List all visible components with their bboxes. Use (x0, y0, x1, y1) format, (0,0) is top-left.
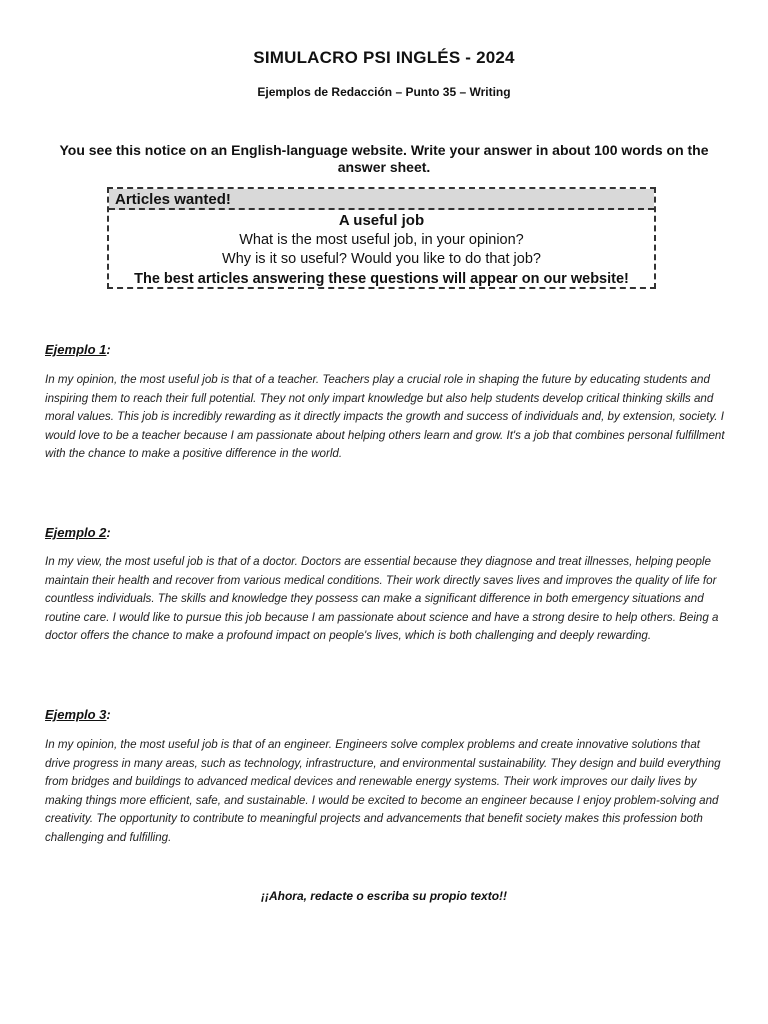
closing-prompt: ¡¡Ahora, redacte o escriba su propio texto!! (260, 889, 508, 903)
notice-question-1: What is the most useful job, in your opinion? (239, 231, 524, 248)
example-3-label: Ejemplo 3 (45, 707, 107, 722)
task-instruction: You see this notice on an English-language website. Write your answer in about 100 words on the answer sheet. (59, 142, 709, 175)
notice-question-2: Why is it so useful? Would you like to do that job? (222, 251, 541, 267)
notice-header: Articles wanted! (109, 189, 654, 210)
example-1-text: In my opinion, the most useful job is that of a teacher. Teachers play a crucial role in shaping the future by educating students and inspiring them to reach their full potential. They not only impart knowledge but also help students develop critical thinking skills and moral values. This job is incredibly rewarding as it directly impacts the growth and success of individuals and, by extension, society. I would love to be a teacher because I am passionate about helping others learn and grow. It's a job that combines personal fulfillment with the chance to make a positive difference in the world. (45, 373, 725, 461)
notice-footer-line: The best articles answering these questions will appear on our website! (134, 270, 629, 287)
page-title: SIMULACRO PSI INGLÉS - 2024 (253, 48, 515, 67)
example-1-heading: Ejemplo 1: (45, 342, 111, 357)
example-2-heading: Ejemplo 2: (45, 525, 111, 540)
notice-box (107, 187, 656, 289)
example-2-text: In my view, the most useful job is that of a doctor. Doctors are essential because they diagnose and treat illnesses, helping people maintain their health and recover from various medical conditions. Their work directly saves lives and improves the quality of life for countless individuals. The skills and knowledge they possess can make a significant difference in both emergency situations and routine care. I would like to pursue this job because I am passionate about science and have a strong desire to help others. Being a doctor offers the chance to make a profound impact on people's lives, which is both challenging and deeply rewarding. (45, 555, 719, 643)
notice-title: A useful job (338, 212, 425, 229)
example-3-heading: Ejemplo 3: (45, 707, 111, 722)
page-subtitle: Ejemplos de Redacción – Punto 35 – Writing (257, 85, 511, 99)
notice-body (109, 210, 654, 289)
example-2-label: Ejemplo 2 (45, 525, 107, 540)
example-1-label: Ejemplo 1 (45, 342, 107, 357)
example-3-text: In my opinion, the most useful job is that of an engineer. Engineers solve complex problems and create innovative solutions that drive progress in many areas, such as technology, infrastructure, and environmental sustainability. They design and build everything from bridges and buildings to advanced medical devices and renewable energy systems. Their work improves our daily lives by making things more efficient, safe, and sustainable. I would be excited to become an engineer because I enjoy problem-solving and creativity. The opportunity to contribute to meaningful projects and advancements that benefit society makes this profession both challenging and fulfilling. (45, 738, 721, 844)
